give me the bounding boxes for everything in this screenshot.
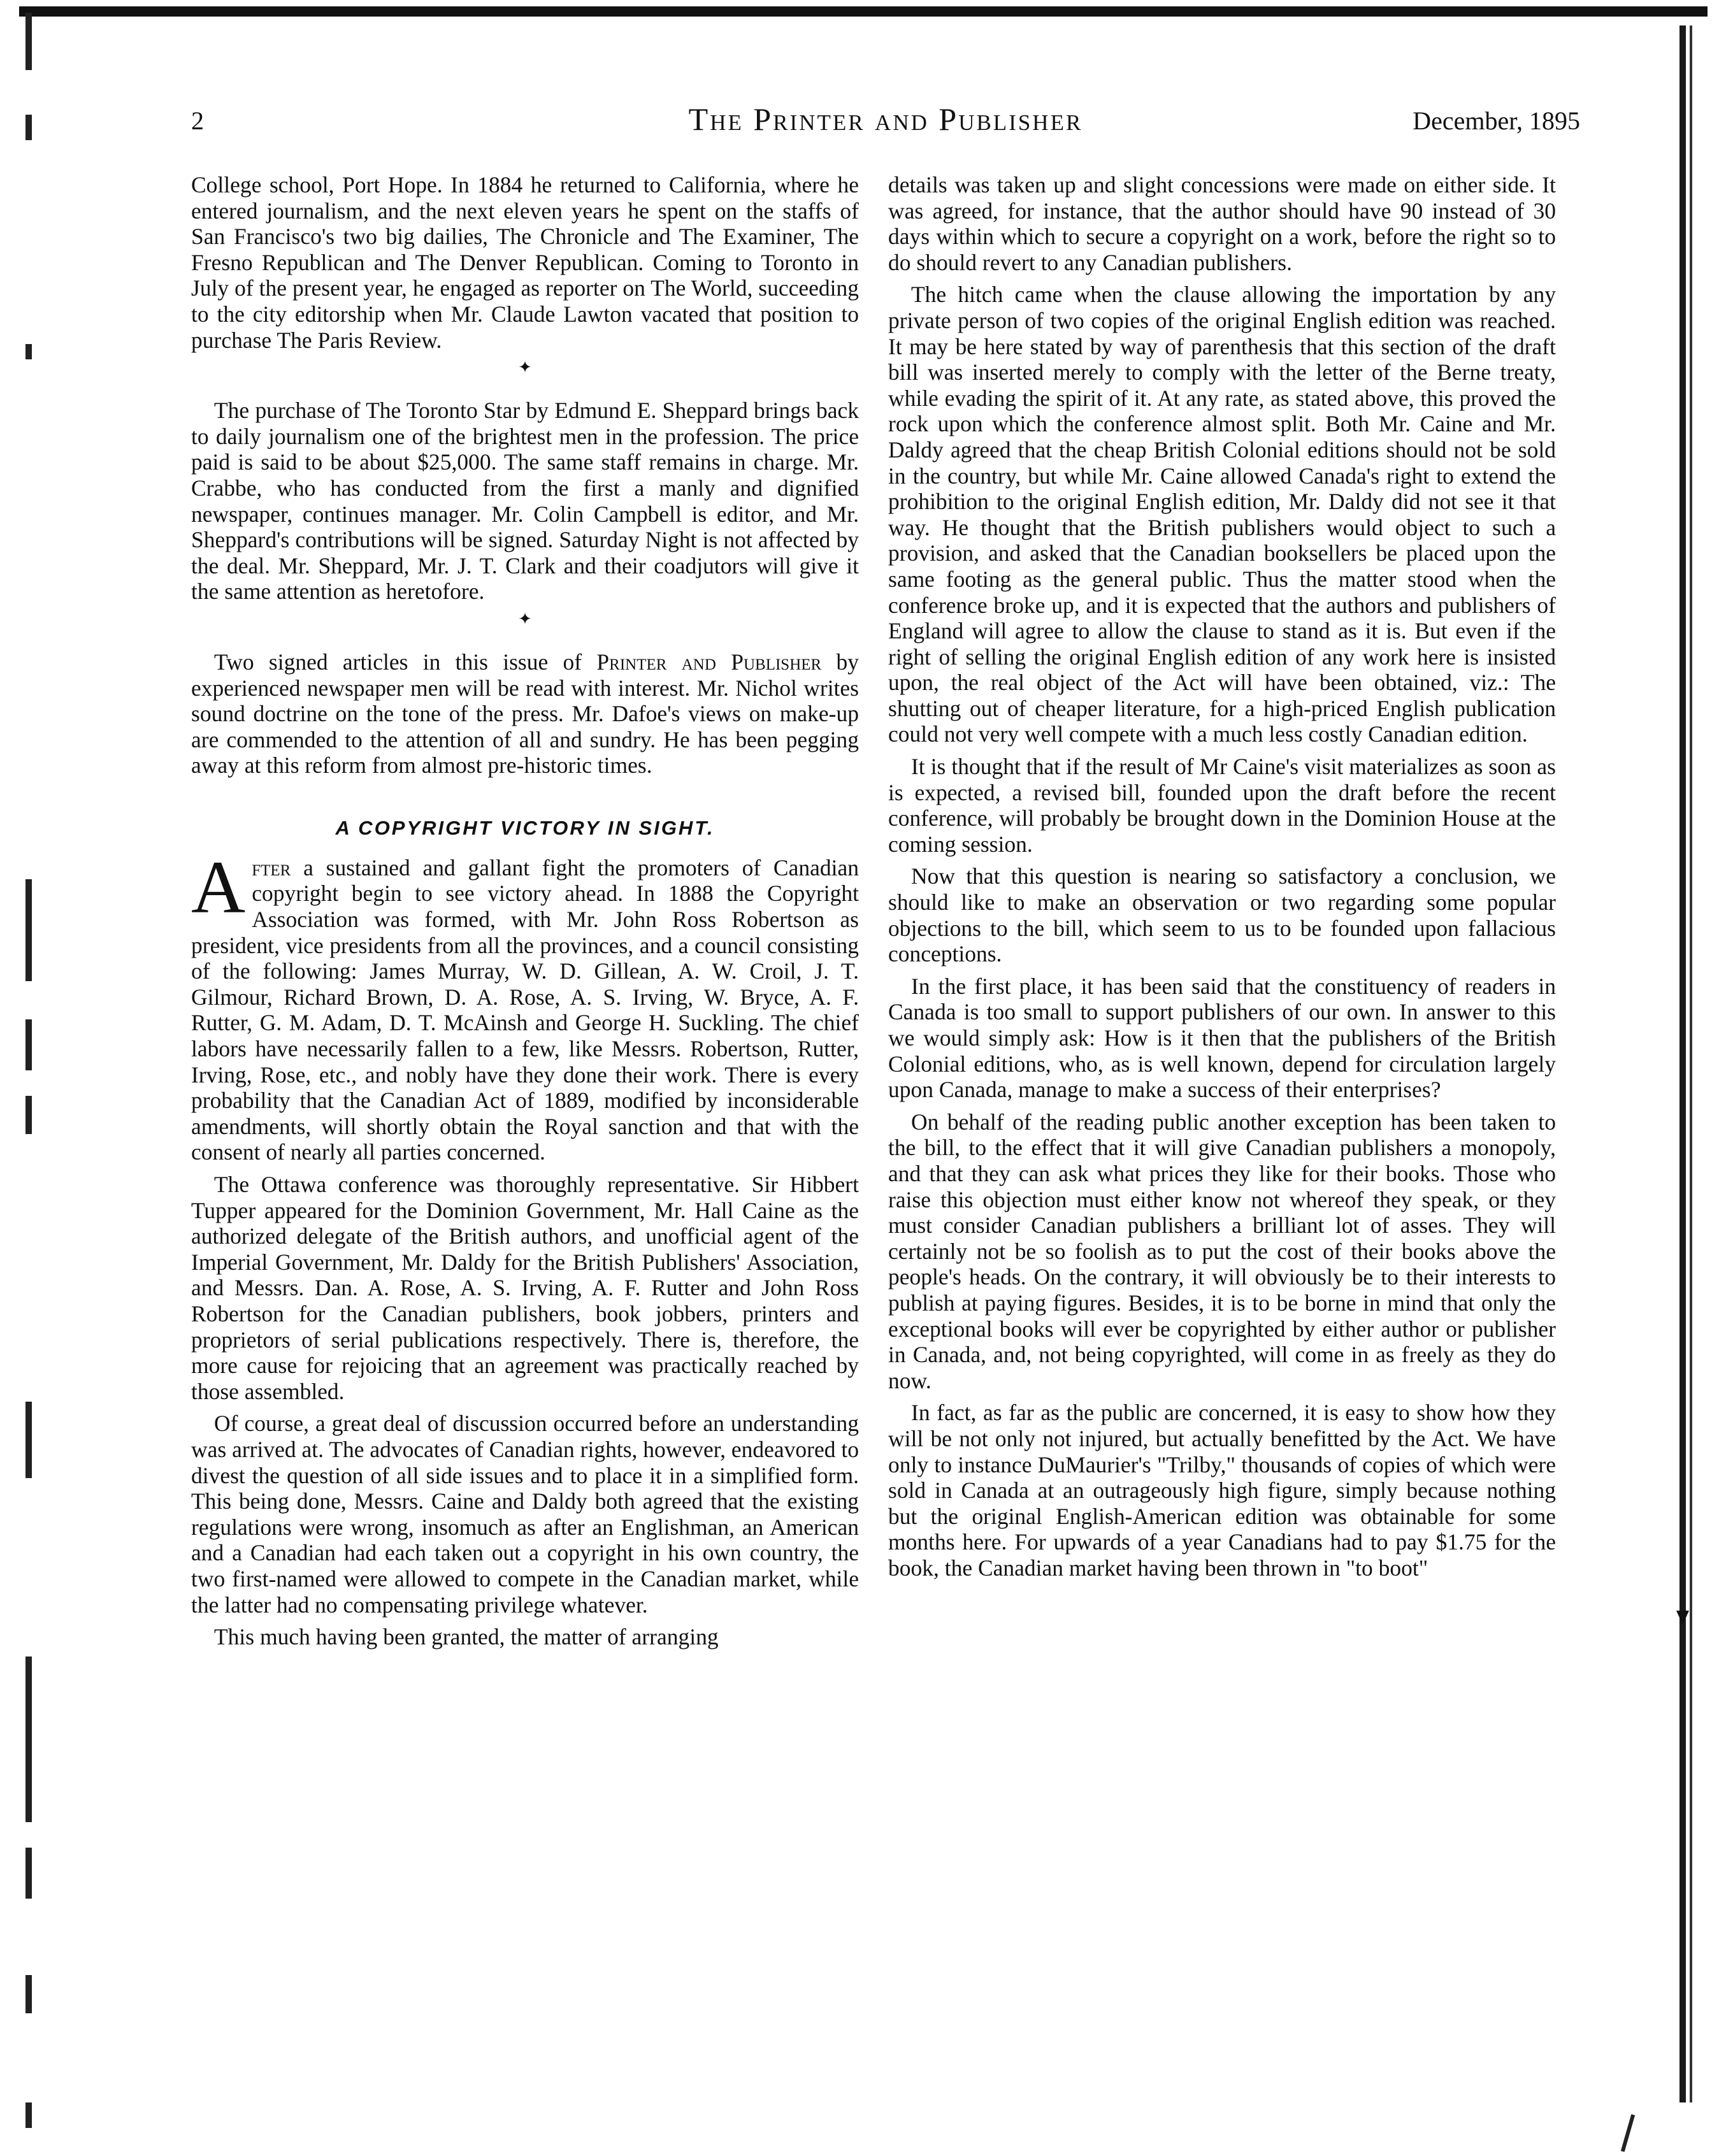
right-column xyxy=(888,172,1556,1587)
left-edge-binding-marks xyxy=(25,0,34,2156)
paragraph: In fact, as far as the public are concerned, it is easy to show how they will be not only not injured, but actually benefitted by the Act. We have only to instance DuMaurier's "Trilby," thousands of copies of which were sold in Canada at an outrageously high figure, simply because nothing but the original English-American edition was obtainable for some months here. For upwards of a year Canadians had to pay $1.75 for the book, the Canadian market having been thrown in "to boot" xyxy=(888,1400,1556,1581)
section-title: A COPYRIGHT VICTORY IN SIGHT. xyxy=(335,816,715,839)
paragraph: College school, Port Hope. In 1884 he returned to California, where he entered journalism, and the next eleven years he spent on the staffs of San Francisco's two big dailies, The Chronicle and The Examiner, The Fresno Republican and The Denver Republican. Coming to Toronto in July of the present year, he engaged as reporter on The World, succeeding to the city editorship when Mr. Claude Lawton vacated that position to purchase The Paris Review. xyxy=(191,172,859,353)
top-border-rule xyxy=(19,6,1708,17)
paragraph: The purchase of The Toronto Star by Edmund E. Sheppard brings back to daily journalism one of the brightest men in the profession. The price paid is said to be about $25,000. The same staff remains in charge. Mr. Crabbe, who has conducted from the first a manly and dignified newspaper, continues manager. Mr. Colin Campbell is editor, and Mr. Sheppard's contributions will be signed. Saturday Night is not affected by the deal. Mr. Sheppard, Mr. J. T. Clark and their coadjutors will give it the same attention as heretofore. xyxy=(191,398,859,605)
issue-date: December, 1895 xyxy=(1413,106,1580,135)
paragraph: Two signed articles in this issue of Printer and Publisher by experienced newspaper men will be read with interest. Mr. Nichol writes sound doctrine on the tone of the press. Mr. Dafoe's views on make-up are commended to the attention of all and sundry. He has been pegging away at this reform from almost pre-historic times. xyxy=(191,649,859,779)
masthead: The Printer and Publisher xyxy=(688,101,1083,137)
page-number: 2 xyxy=(191,106,204,135)
margin-mark-icon xyxy=(1676,1611,1689,1625)
left-column xyxy=(191,172,859,1657)
paragraph: The Ottawa conference was thoroughly representative. Sir Hibbert Tupper appeared for the Dominion Government, Mr. Hall Caine as the authorized delegate of the British authors, and unofficial agent of the Imperial Government, Mr. Daldy for the British Publishers' Association, and Messrs. Dan. A. Rose, A. S. Irving, A. F. Rutter and John Ross Robertson for the Canadian publishers, book jobbers, printers and proprietors of serial publications respectively. There is, therefore, the more cause for rejoicing that an agreement was practically reached by those assembled. xyxy=(191,1172,859,1404)
paragraph: The hitch came when the clause allowing the importation by any private person of two copies of the original English edition was reached. It may be here stated by way of parenthesis that this section of the draft bill was inserted merely to comply with the letter of the Berne treaty, while evading the spirit of it. At any rate, as stated above, this proved the rock upon which the conference almost split. Both Mr. Caine and Mr. Daldy agreed that the cheap British Colonial editions should not be sold in the country, but while Mr. Caine allowed Canada's right to extend the prohibition to the original English edition, Mr. Daldy did not see it that way. He thought that the British publishers would object to such a provision, and asked that the Canadian booksellers be placed upon the same footing as the general public. Thus the matter stood when the conference broke up, and it is expected that the authors and publishers of England will agree to allow the clause to stand as it is. But even if the right of selling the original English edition of any work here is insisted upon, the real object of the Act will have been obtained, viz.: The shutting out of cheaper literature, for a high-priced English publication could not very well compete with a much less costly Canadian edition. xyxy=(888,282,1556,747)
paragraph: Now that this question is nearing so satisfactory a conclusion, we should like to make an observation or two regarding some popular objections to the bill, which seem to us to be founded upon fallacious conceptions. xyxy=(888,863,1556,967)
paragraph: Of course, a great deal of discussion occurred before an understanding was arrived at. The advocates of Canadian rights, however, endeavored to divest the question of all side issues and to place it in a simplified form. This being done, Messrs. Caine and Daldy both agreed that the existing regulations were wrong, insomuch as after an Englishman, an American and a Canadian had each taken out a copyright in his own country, the two first-named were allowed to compete in the Canadian market, while the latter had no compensating privilege whatever. xyxy=(191,1411,859,1618)
paragraph: On behalf of the reading public another exception has been taken to the bill, to the effect that it will give Canadian publishers a monopoly, and that they can ask what prices they like for their books. Those who raise this objection must either know not whereof they speak, or they must consider Canadian publishers a brilliant lot of asses. They will certainly not be so foolish as to put the cost of their books above the people's heads. On the contrary, it will obviously be to their interests to publish at paying figures. Besides, it is to be borne in mind that only the exceptional books will ever be copyrighted by either author or publisher in Canada, and, not being copyrighted, will come in as freely as they do now. xyxy=(888,1109,1556,1393)
page-header xyxy=(191,96,1580,147)
paragraph: After a sustained and gallant fight the promoters of Canadian copyright begin to see victory ahead. In 1888 the Copyright Association was formed, with Mr. John Ross Robertson as president, vice presidents from all the provinces, and a council consisting of the following: James Murray, W. D. Gillean, A. W. Croil, J. T. Gilmour, Richard Brown, D. A. Rose, A. S. Irving, W. Bryce, A. F. Rutter, G. M. Adam, D. T. McAinsh and George H. Suckling. The chief labors have necessarily fallen to a few, like Messrs. Robertson, Rutter, Irving, Rose, etc., and nobly have they done their work. There is every probability that the Canadian Act of 1889, modified by inconsiderable amendments, will shortly obtain the Royal sanction and that with the consent of nearly all parties concerned. xyxy=(191,845,859,1165)
publication-name: Printer and Publisher xyxy=(596,649,822,675)
paragraph: It is thought that if the result of Mr Caine's visit materializes as soon as is expected, a revised bill, founded upon the draft before the recent conference, will probably be brought down in the Dominion House at the coming session. xyxy=(888,754,1556,857)
star-separator-icon: ✦ xyxy=(518,609,532,628)
pencil-mark-icon xyxy=(1621,2114,1635,2152)
right-border-rule xyxy=(1679,25,1686,2102)
star-separator-icon: ✦ xyxy=(518,358,532,377)
paragraph: In the first place, it has been said that the constituency of readers in Canada is too small to support publishers of our own. In answer to this we would simply ask: How is it then that the publishers of the British Colonial editions, who, as is well known, depend for circulation largely upon Canada, manage to make a success of their enterprises? xyxy=(888,973,1556,1103)
paragraph: details was taken up and slight concessions were made on either side. It was agreed, for instance, that the author should have 90 instead of 30 days within which to secure a copyright on a work, before the right so to do should revert to any Canadian publishers. xyxy=(888,172,1556,275)
paragraph: This much having been granted, the matter of arranging xyxy=(214,1624,719,1650)
drop-cap: A xyxy=(191,845,246,929)
right-border-rule-inner xyxy=(1690,25,1692,2102)
